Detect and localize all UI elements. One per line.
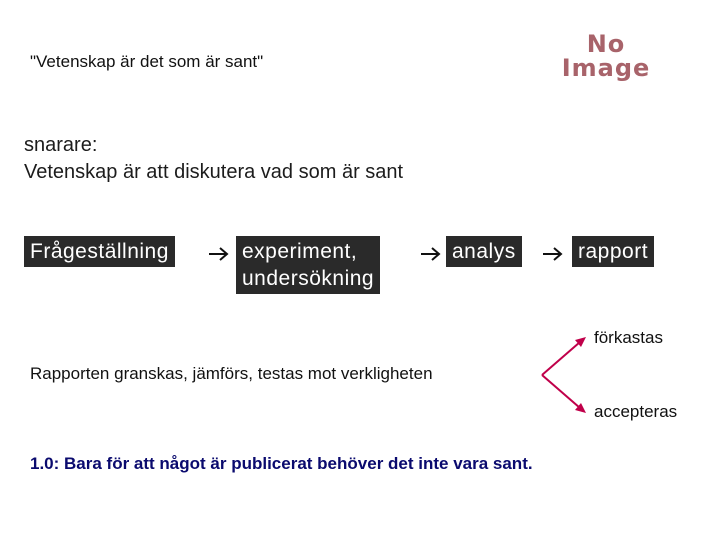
right-arrow-icon [420, 247, 442, 261]
no-image-label [548, 32, 664, 80]
branch-arrows-icon [540, 330, 600, 420]
step-report-box [572, 236, 654, 267]
no-image-placeholder [548, 32, 664, 92]
step-analysis-label: analys [452, 240, 516, 263]
outcome-rejected-label: förkastas [594, 328, 663, 347]
step-report-label: rapport [578, 240, 649, 263]
step-investigation-label: undersökning [242, 267, 375, 290]
step-analysis-box [446, 236, 522, 267]
step-experiment-box [236, 236, 380, 294]
step-experiment-label: experiment, [242, 240, 358, 263]
footnote: 1.0: Bara för att något är publicerat behöver det inte vara sant. [30, 454, 533, 473]
right-arrow-icon [542, 247, 564, 261]
lead-line1: snarare: [24, 134, 98, 156]
quote-title: "Vetenskap är det som är sant" [30, 52, 264, 71]
outcome-accepted-label: accepteras [594, 402, 678, 421]
step-question-label: Frågeställning [30, 240, 169, 263]
review-text: Rapporten granskas, jämförs, testas mot verkligheten [30, 364, 433, 383]
no-image-line1: No [586, 30, 626, 58]
lead-line2: Vetenskap är att diskutera vad som är sant [24, 161, 404, 183]
step-question-box [24, 236, 175, 267]
lead-text [24, 132, 403, 186]
no-image-line2: Image [561, 54, 651, 82]
right-arrow-icon [208, 247, 230, 261]
